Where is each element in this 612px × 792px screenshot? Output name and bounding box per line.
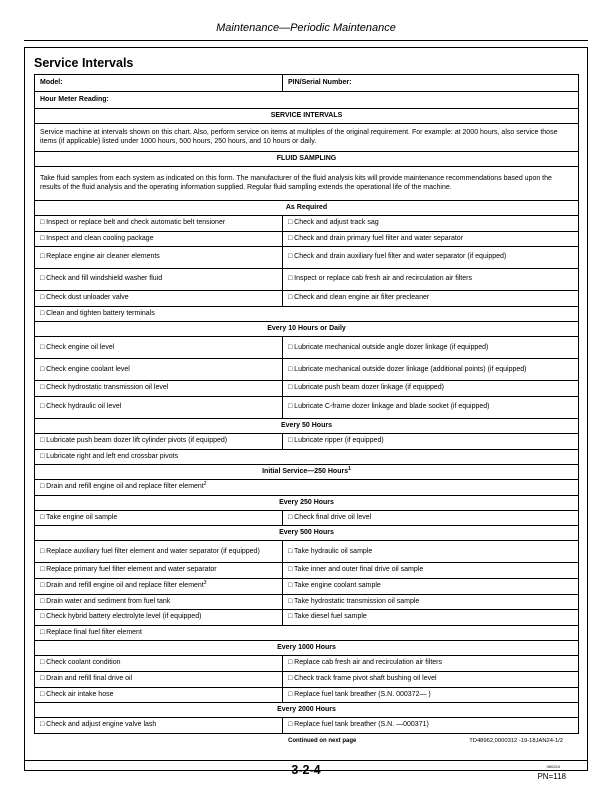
- checklist-row: [35, 359, 579, 381]
- checklist-row: [35, 541, 579, 563]
- interval-heading-row: [35, 641, 579, 656]
- checklist-item[interactable]: □ Replace fuel tank breather (S.N. 000372— ): [283, 687, 579, 703]
- text-row: [35, 167, 579, 201]
- interval-heading-row: [35, 201, 579, 216]
- interval-heading-label: As Required: [285, 203, 328, 211]
- checklist-item[interactable]: □ Replace primary fuel filter element and water separator: [35, 563, 283, 579]
- checklist-item[interactable]: □ Check coolant condition: [35, 656, 283, 672]
- header-rule: [24, 40, 588, 41]
- checklist-item[interactable]: □ Check and drain auxiliary fuel filter and water separator (if equipped): [283, 247, 579, 269]
- service-intervals-text: Service machine at intervals shown on this chart. Also, perform service on items at multiples of the original requirement. For example: at 2000 hours, also service those items (if applicable) listed under 1000 hours, 500 hours, 250 hours, and 10 hours or daily.: [35, 124, 579, 152]
- checklist-row: [35, 718, 579, 734]
- checklist-row: [35, 306, 579, 322]
- checklist-item[interactable]: [35, 578, 283, 594]
- checklist-row: [35, 610, 579, 626]
- interval-heading: [35, 526, 579, 541]
- interval-heading-row: [35, 526, 579, 541]
- interval-heading-label: Every 10 Hours or Daily: [267, 325, 346, 333]
- section-heading-row: [35, 152, 579, 167]
- interval-heading-row: [35, 322, 579, 337]
- service-interval-table: [34, 74, 579, 734]
- footnote-marker: 1: [348, 465, 351, 472]
- checklist-row: [35, 449, 579, 465]
- interval-heading-row: [35, 703, 579, 718]
- checklist-item[interactable]: □ Lubricate push beam dozer linkage (if equipped): [283, 381, 579, 397]
- print-code: 060224: [546, 764, 560, 769]
- interval-heading-label: Every 1000 Hours: [277, 644, 336, 652]
- checklist-item[interactable]: □ Take hydraulic oil sample: [283, 541, 579, 563]
- checklist-row: [35, 247, 579, 269]
- text-row: [35, 124, 579, 152]
- checklist-item[interactable]: □ Take diesel fuel sample: [283, 610, 579, 626]
- checklist-item[interactable]: □ Replace engine air cleaner elements: [35, 247, 283, 269]
- checklist-item[interactable]: □ Lubricate push beam dozer lift cylinder pivots (if equipped): [35, 433, 283, 449]
- pn-number: PN=118: [537, 772, 566, 781]
- checklist-row: [35, 231, 579, 247]
- checklist-row: [35, 656, 579, 672]
- item-text: □ Drain and refill engine oil and replace filter element: [40, 582, 204, 590]
- checklist-item[interactable]: □ Inspect or replace cab fresh air and recirculation air filters: [283, 269, 579, 291]
- model-field[interactable]: Model:: [35, 75, 283, 92]
- checklist-row: [35, 337, 579, 359]
- pin-field[interactable]: PIN/Serial Number:: [283, 75, 579, 92]
- interval-heading: [35, 641, 579, 656]
- checklist-item[interactable]: □ Check engine coolant level: [35, 359, 283, 381]
- checklist-item[interactable]: □ Take engine oil sample: [35, 510, 283, 526]
- interval-heading: [35, 703, 579, 718]
- checklist-item[interactable]: □ Check and adjust track sag: [283, 216, 579, 232]
- fluid-sampling-heading: FLUID SAMPLING: [35, 152, 579, 167]
- checklist-item[interactable]: □ Lubricate C-frame dozer linkage and blade socket (if equipped): [283, 396, 579, 418]
- checklist-row: [35, 396, 579, 418]
- item-text: □ Drain and refill engine oil and replace filter element: [40, 483, 204, 491]
- checklist-item[interactable]: □ Drain water and sediment from fuel tank: [35, 594, 283, 610]
- checklist-item[interactable]: □ Take engine coolant sample: [283, 578, 579, 594]
- checklist-item[interactable]: □ Check and fill windshield washer fluid: [35, 269, 283, 291]
- checklist-item[interactable]: □ Check track frame pivot shaft bushing oil level: [283, 671, 579, 687]
- checklist-item[interactable]: □ Lubricate ripper (if equipped): [283, 433, 579, 449]
- page-number: 3-2-4: [291, 763, 321, 777]
- checklist-row: [35, 578, 579, 594]
- checklist-item[interactable]: □ Lubricate mechanical outside dozer linkage (additional points) (if equipped): [283, 359, 579, 381]
- checklist-row: [35, 625, 579, 641]
- checklist-item[interactable]: □ Replace cab fresh air and recirculation air filters: [283, 656, 579, 672]
- interval-heading-row: [35, 465, 579, 480]
- checklist-item[interactable]: □ Check and drain primary fuel filter and water separator: [283, 231, 579, 247]
- checklist-item[interactable]: □ Take hydrostatic transmission oil sample: [283, 594, 579, 610]
- interval-heading-label: Every 500 Hours: [279, 529, 334, 537]
- interval-heading: [35, 322, 579, 337]
- checklist-item[interactable]: □ Check dust unloader valve: [35, 291, 283, 307]
- footer-rule: [24, 760, 588, 761]
- running-header: Maintenance—Periodic Maintenance: [216, 22, 396, 34]
- interval-heading-label: Every 250 Hours: [279, 498, 334, 506]
- checklist-item[interactable]: □ Check hybrid battery electrolyte level (if equipped): [35, 610, 283, 626]
- checklist-row: [35, 563, 579, 579]
- checklist-item[interactable]: □ Take inner and outer final drive oil sample: [283, 563, 579, 579]
- interval-heading-label: Initial Service—250 Hours: [262, 467, 349, 475]
- checklist-item[interactable]: □ Check engine oil level: [35, 337, 283, 359]
- footnote-marker: 3: [203, 580, 207, 587]
- checklist-row: [35, 216, 579, 232]
- interval-heading-row: [35, 495, 579, 510]
- checklist-row: [35, 594, 579, 610]
- interval-heading: [35, 418, 579, 433]
- checklist-row: [35, 671, 579, 687]
- fluid-sampling-text: Take fluid samples from each system as indicated on this form. The manufacturer of the fluid analysis kits will provide maintenance recommendations based upon the results of the fluid analysis and the operating information supplied. Regular fluid sampling extends the operational life of the machine.: [35, 167, 579, 201]
- checklist-row: [35, 480, 579, 496]
- checklist-item[interactable]: □ Check air intake hose: [35, 687, 283, 703]
- service-intervals-heading: SERVICE INTERVALS: [35, 109, 579, 124]
- footnote-marker: 2: [203, 481, 207, 488]
- checklist-row: [35, 433, 579, 449]
- checklist-item[interactable]: □ Check final drive oil level: [283, 510, 579, 526]
- continued-note: Continued on next page: [288, 738, 357, 744]
- checklist-item[interactable]: □ Clean and tighten battery terminals: [35, 306, 579, 322]
- checklist-item[interactable]: □ Drain and refill final drive oil: [35, 671, 283, 687]
- interval-heading-label: Every 50 Hours: [281, 421, 332, 429]
- checklist-row: [35, 291, 579, 307]
- checklist-item[interactable]: □ Check hydraulic oil level: [35, 396, 283, 418]
- interval-heading: [35, 201, 579, 216]
- checklist-item[interactable]: □ Replace fuel tank breather (S.N. —000371): [283, 718, 579, 734]
- interval-heading: [35, 495, 579, 510]
- checklist-row: [35, 687, 579, 703]
- checklist-item[interactable]: □ Check and adjust engine valve lash: [35, 718, 283, 734]
- interval-heading-label: Every 2000 Hours: [277, 705, 336, 713]
- checklist-row: [35, 269, 579, 291]
- checklist-item[interactable]: □ Lubricate mechanical outside angle dozer linkage (if equipped): [283, 337, 579, 359]
- checklist-item[interactable]: □ Replace auxiliary fuel filter element and water separator (if equipped): [35, 541, 283, 563]
- hour-meter-row: [35, 92, 579, 109]
- checklist-row: [35, 381, 579, 397]
- checklist-item[interactable]: □ Inspect or replace belt and check automatic belt tensioner: [35, 216, 283, 232]
- checklist-row: [35, 510, 579, 526]
- document-reference: TD48962,0000312 -19-18JAN24-1/2: [469, 738, 563, 744]
- checklist-item[interactable]: □ Check and clean engine air filter precleaner: [283, 291, 579, 307]
- checklist-item[interactable]: □ Lubricate right and left end crossbar pivots: [35, 449, 579, 465]
- interval-heading: [35, 465, 579, 480]
- model-row: [35, 75, 579, 92]
- interval-heading-row: [35, 418, 579, 433]
- checklist-item[interactable]: □ Check hydrostatic transmission oil level: [35, 381, 283, 397]
- checklist-item[interactable]: □ Inspect and clean cooling package: [35, 231, 283, 247]
- page-title: Service Intervals: [34, 56, 134, 70]
- checklist-item[interactable]: [35, 480, 579, 496]
- section-heading-row: [35, 109, 579, 124]
- checklist-item[interactable]: □ Replace final fuel filter element: [35, 625, 579, 641]
- hour-meter-field[interactable]: Hour Meter Reading:: [35, 92, 579, 109]
